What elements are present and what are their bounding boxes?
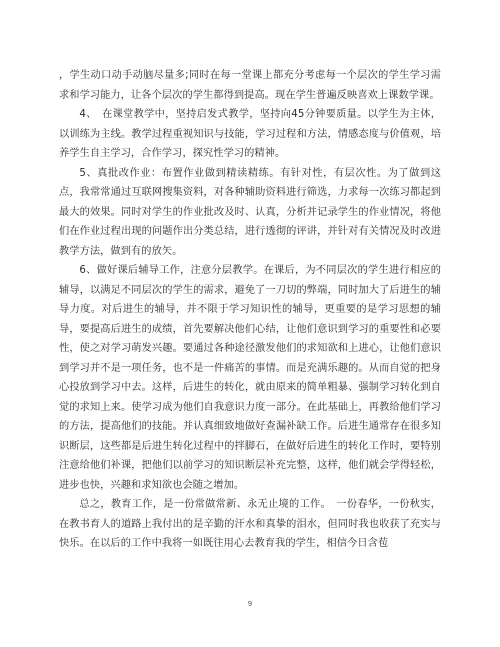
page-number: 9: [247, 600, 253, 608]
paragraph-summary: 总之，教育工作，是一份常做常新、永无止境的工作。 一份春华，一份秋实，在教书育人的道路上我付出的是辛勤的汗水和真挚的泪水，但同时我也收获了充实与快乐。在以后的工作中我将一如既往用心去教育我的学生，相信今日含苞: [59, 499, 441, 549]
document-body: [59, 66, 441, 554]
paragraph-item-4: 4、 在课堂教学中，坚持启发式教学，坚持向45分钟要质量。以学生为主体，以训练为主线。教学过程重视知识与技能，学习过程和方法，情感态度与价值观，培养学生自主学习，合作学习，探究性学习的精神。: [59, 109, 441, 159]
paragraph-continuation: ，学生动口动手动脑尽量多;同时在每一堂课上都充分考虑每一个层次的学生学习需求和学习能力，让各个层次的学生都得到提高。现在学生普遍反映喜欢上课数学课。: [59, 70, 441, 101]
paragraph-item-6: 6、做好课后辅导工作，注意分层教学。在课后，为不同层次的学生进行相应的辅导，以满足不同层次的学生的需求，避免了一刀切的弊端，同时加大了后进生的辅导力度。对后进生的辅导，并不限于学习知识性的辅导，更重要的是学习思想的辅导，要提高后进生的成绩，首先要解决他们心结，让他们意识到学习的重要性和必要性，使之对学习萌发兴趣。要通过各种途径激发他们的求知欲和上进心，让他们意识到学习并不是一项任务，也不是一件痛苦的事情。而是充满乐趣的。从而自觉的把身心投放到学习中去。这样，后进生的转化，就由原来的简单粗暴、强制学习转化到自觉的求知上来。使学习成为他们自我意识力度一部分。在此基础上，再教给他们学习的方法，提高他们的技能。并认真细致地做好查漏补缺工作。后进生通常存在很多知识断层，这些都是后进生转化过程中的拌脚石，在做好后进生的转化工作时，要特别注意给他们补课，把他们以前学习的知识断层补充完整，这样，他们就会学得轻松，进步也快，兴趣和求知欲也会随之增加。: [59, 265, 441, 491]
paragraph-item-5: 5、真批改作业：布置作业做到精读精练。有针对性，有层次性。为了做到这点，我常常通过互联网搜集资料，对各种辅助资料进行筛选，力求每一次练习都起到最大的效果。同时对学生的作业批改及时、认真，分析并记录学生的作业情况，将他们在作业过程出现的问题作出分类总结，进行透彻的评讲，并针对有关情况及时改进教学方法，做到有的放矢。: [59, 167, 441, 257]
